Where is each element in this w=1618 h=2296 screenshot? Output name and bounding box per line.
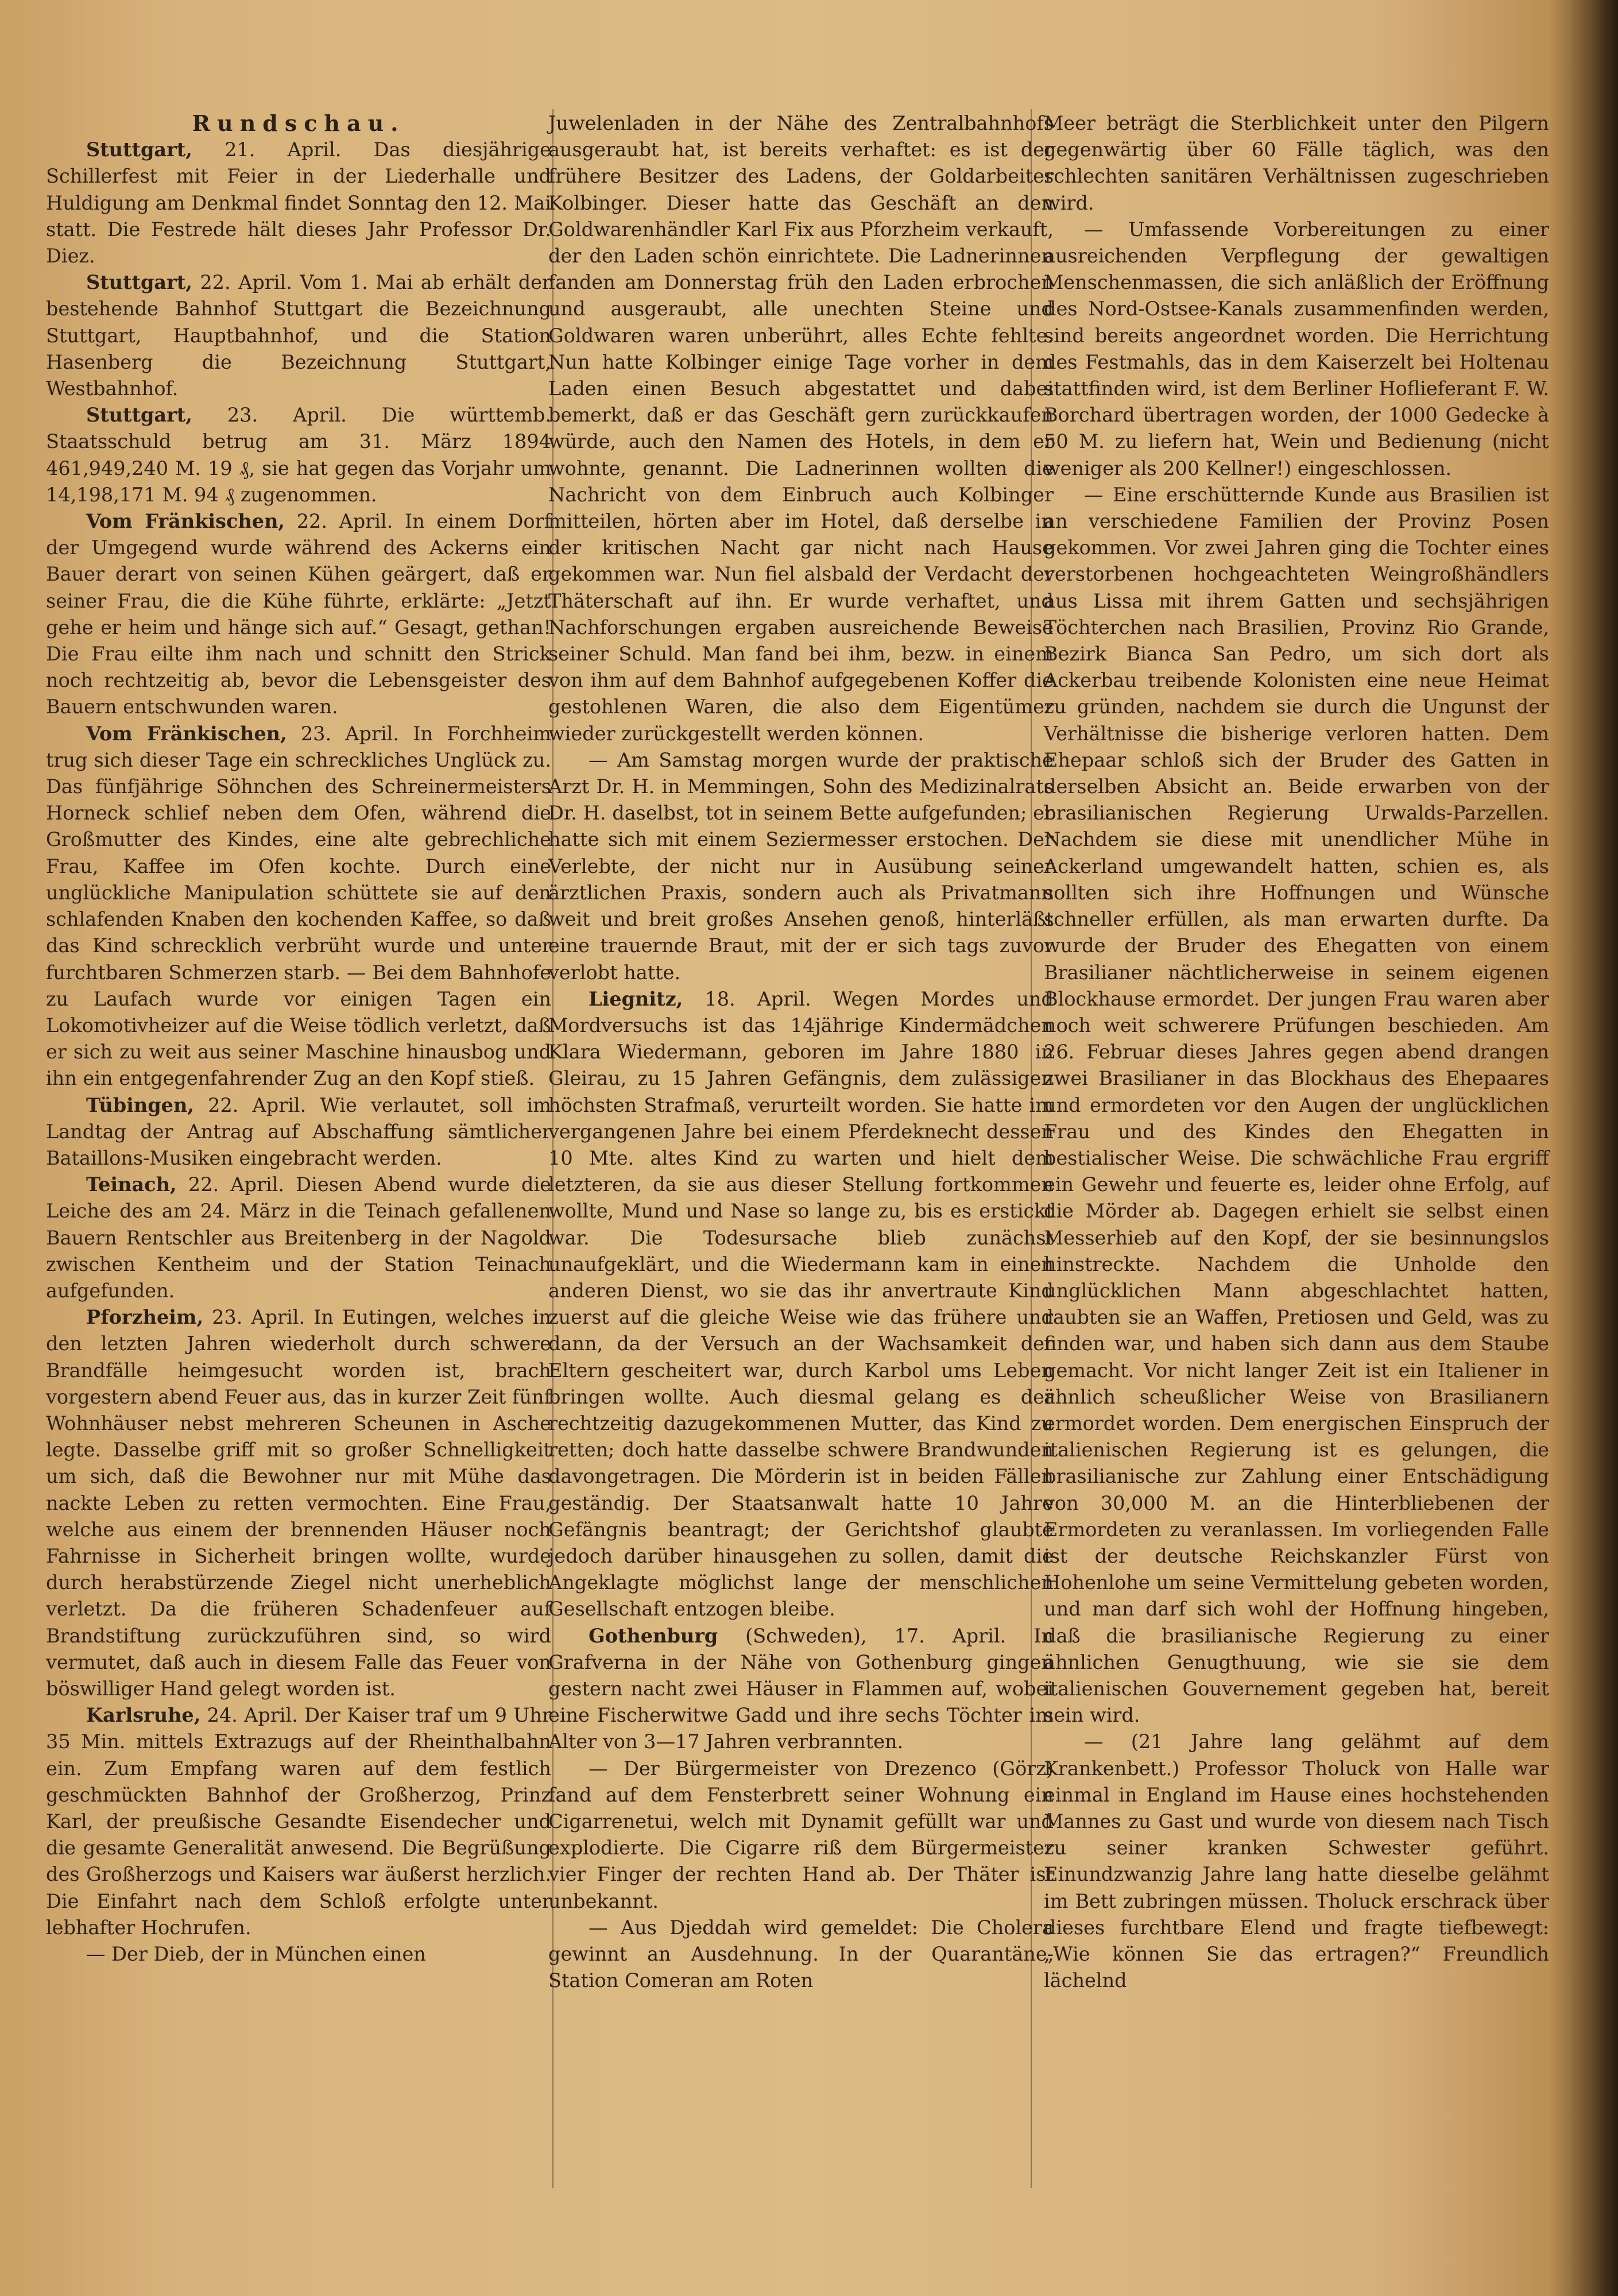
news-item — [46, 1092, 551, 1172]
news-body: 22. April. Vom 1. Mai ab erhält der bestehende Bahnhof Stuttgart die Bezeichnung Stuttgart, Hauptbahnhof, und die Station Hasenberg die Bezeichnung Stuttgart, Westbahnhof. — [46, 271, 551, 400]
news-body: Juwelenladen in der Nähe des Zentralbahnhofs ausgeraubt hat, ist bereits verhaftet: es ist der frühere Besitzer des Ladens, der Goldarbeiter Kolbinger. Dieser hatte das Geschäft an den Goldwarenhändler Karl Fix aus Pforzheim verkauft, der den Laden schön einrichtete. Die Ladnerinnen fanden am Donnerstag früh den Laden erbrochen und ausgeraubt, alle unechten Steine und Goldwaren waren unberührt, alles Echte fehlte. Nun hatte Kolbinger einige Tage vorher in dem Laden einen Besuch abgestattet und dabei bemerkt, daß er das Geschäft gern zurückkaufen würde, auch den Namen des Hotels, in dem er wohnte, genannt. Die Ladnerinnen wollten die Nachricht von dem Einbruch auch Kolbinger mitteilen, hörten aber im Hotel, daß derselbe in der kritischen Nacht gar nicht nach Hause gekommen war. Nun fiel alsbald der Verdacht der Thäterschaft auf ihn. Er wurde verhaftet, und Nachforschungen ergaben ausreichende Beweise seiner Schuld. Man fand bei ihm, bezw. in einem von ihm auf dem Bahnhof aufgegebenen Koffer die gestohlenen Waren, die also dem Eigentümer wieder zurückgestellt werden können. — [548, 112, 1054, 745]
news-item — [1044, 217, 1549, 482]
news-dateline: Stuttgart, — [86, 271, 192, 294]
news-dateline: Vom Fränkischen, — [86, 510, 285, 533]
news-item — [46, 1702, 551, 1941]
news-body: (Schweden), 17. April. In Grafverna in der Nähe von Gothenburg gingen gestern nacht zwei Häuser in Flammen auf, wobei eine Fischerwitwe Gadd und ihre sechs Töchter im Alter von 3—17 Jahren verbrannten. — [548, 1624, 1054, 1753]
news-body: — Aus Djeddah wird gemeldet: Die Cholera gewinnt an Ausdehnung. In der Quarantäne-Station Comeran am Roten — [548, 1916, 1054, 1992]
column-2-articles — [548, 110, 1054, 1994]
news-body: 22. April. Wie verlautet, soll im Landtag der Antrag auf Abschaffung sämtlicher Bataillons-Musiken eingebracht werden. — [46, 1093, 551, 1169]
news-item — [548, 986, 1054, 1623]
news-item — [46, 508, 551, 721]
page-edge-shadow — [1549, 0, 1618, 2296]
news-body: 23. April. Die württemb. Staatsschuld betrug am 31. März 1894 461,949,240 M. 19 ₰, sie hat gegen das Vorjahr um 14,198,171 M. 94 ₰ zugenommen. — [46, 404, 551, 506]
news-body: Meer beträgt die Sterblichkeit unter den Pilgern gegenwärtig über 60 Fälle täglich, was den schlechten sanitären Verhältnissen zugeschrieben wird. — [1044, 112, 1549, 214]
news-dateline: Stuttgart, — [86, 138, 192, 161]
news-item — [548, 1623, 1054, 1756]
news-body: 22. April. Diesen Abend wurde die Leiche des am 24. März in die Teinach gefallenen Bauern Rentschler aus Breitenberg in der Nagold zwischen Kentheim und der Station Teinach aufgefunden. — [46, 1173, 551, 1302]
news-item — [46, 721, 551, 1092]
news-body: 23. April. In Eutingen, welches in den letzten Jahren wiederholt durch schwere Brandfälle heimgesucht worden ist, brach vorgestern abend Feuer aus, das in kurzer Zeit fünf Wohnhäuser nebst mehreren Scheunen in Asche legte. Dasselbe griff mit so großer Schnelligkeit um sich, daß die Bewohner nur mit Mühe das nackte Leben zu retten vermochten. Eine Frau, welche aus einem der brennenden Häuser noch Fahrnisse in Sicherheit bringen wollte, wurde durch herabstürzende Ziegel nicht unerheblich verletzt. Da die früheren Schadenfeuer auf Brandstiftung zurückzuführen sind, so wird vermutet, daß auch in diesem Falle das Feuer von böswilliger Hand gelegt worden ist. — [46, 1306, 551, 1700]
news-dateline: Tübingen, — [86, 1093, 194, 1116]
news-dateline: Liegnitz, — [589, 987, 683, 1010]
news-body: 23. April. In Forchheim trug sich dieser Tage ein schreckliches Unglück zu. Das fünfjährige Söhnchen des Schreinermeisters Horneck schlief neben dem Ofen, während die Großmutter des Kindes, eine alte gebrechliche Frau, Kaffee im Ofen kochte. Durch eine unglückliche Manipulation schüttete sie auf den schlafenden Knaben den kochenden Kaffee, so daß das Kind schrecklich verbrüht wurde und unter furchtbaren Schmerzen starb. — Bei dem Bahnhofe zu Laufach wurde vor einigen Tagen ein Lokomotivheizer auf die Weise tödlich verletzt, daß er sich zu weit aus seiner Maschine hinausbog und ihn ein entgegenfahrender Zug an den Kopf stieß. — [46, 722, 551, 1090]
news-body: — (21 Jahre lang gelähmt auf dem Krankenbett.) Professor Tholuck von Halle war einmal in England im Hause eines hochstehenden Mannes zu Gast und wurde von diesem nach Tisch zu seiner kranken Schwester geführt. Einundzwanzig Jahre lang hatte dieselbe gelähmt im Bett zubringen müssen. Tholuck erschrack über dieses furchtbare Elend und fragte tiefbewegt: „Wie können Sie das ertragen?“ Freundlich lächelnd — [1044, 1730, 1549, 1992]
news-item — [548, 110, 1054, 747]
news-body: 21. April. Das diesjährige Schillerfest mit Feier in der Liederhalle und Huldigung am Denkmal findet Sonntag den 12. Mai statt. Die Festrede hält dieses Jahr Professor Dr. Diez. — [46, 138, 551, 268]
news-item — [46, 1172, 551, 1304]
column-3 — [1044, 110, 1549, 1994]
news-item — [548, 1756, 1054, 1915]
column-3-articles — [1044, 110, 1549, 1994]
news-item — [1044, 482, 1549, 1729]
section-heading: Rundschau. — [192, 110, 405, 136]
news-dateline: Pforzheim, — [86, 1306, 204, 1329]
news-dateline: Stuttgart, — [86, 404, 192, 427]
news-body: 18. April. Wegen Mordes und Mordversuchs ist das 14jährige Kindermädchen Klara Wiedermann, geboren im Jahre 1880 in Gleirau, zu 15 Jahren Gefängnis, dem zulässigen höchsten Strafmaß, verurteilt worden. Sie hatte im vergangenen Jahre bei einem Pferdeknecht dessen 10 Mte. altes Kind zu warten und hielt dem letzteren, da sie aus dieser Stellung fortkommen wollte, Mund und Nase so lange zu, bis es erstickt war. Die Todesursache blieb zunächst unaufgeklärt, und die Wiedermann kam in einen anderen Dienst, wo sie das ihr anvertraute Kind zuerst auf die gleiche Weise wie das frühere und dann, da der Versuch an der Wachsamkeit der Eltern gescheitert war, durch Karbol ums Leben bringen wollte. Auch diesmal gelang es der rechtzeitig dazugekommenen Mutter, das Kind zu retten; doch hatte dasselbe schwere Brandwunden davongetragen. Die Mörderin ist in beiden Fällen geständig. Der Staatsanwalt hatte 10 Jahre Gefängnis beantragt; der Gerichtshof glaubte jedoch darüber hinausgehen zu sollen, damit die Angeklagte möglichst lange der menschlichen Gesellschaft entzogen bleibe. — [548, 987, 1054, 1621]
news-body: 24. April. Der Kaiser traf um 9 Uhr 35 Min. mittels Extrazugs auf der Rheinthalbahn ein. Zum Empfang waren auf dem festlich geschmückten Bahnhof der Großherzog, Prinz Karl, der preußische Gesandte Eisendecher und die gesamte Generalität anwesend. Die Begrüßung des Großherzogs und Kaisers war äußerst herzlich. Die Einfahrt nach dem Schloß erfolgte unter lebhafter Hochrufen. — [46, 1704, 551, 1939]
column-2 — [548, 110, 1054, 1994]
column-1-articles — [46, 137, 551, 1968]
news-dateline: Gothenburg — [589, 1624, 718, 1647]
news-body: — Umfassende Vorbereitungen zu einer ausreichenden Verpflegung der gewaltigen Menschenmassen, die sich anläßlich der Eröffnung des Nord-Ostsee-Kanals zusammenfinden werden, sind bereits angeordnet worden. Die Herrichtung des Festmahls, das in dem Kaiserzelt bei Holtenau stattfinden wird, ist dem Berliner Hoflieferant F. W. Borchard übertragen worden, der 1000 Gedecke à 50 M. zu liefern hat, Wein und Bedienung (nicht weniger als 200 Kellner!) eingeschlossen. — [1044, 218, 1549, 480]
news-item — [1044, 110, 1549, 217]
news-body: — Der Dieb, der in München einen — [86, 1943, 426, 1966]
news-body: — Am Samstag morgen wurde der praktische Arzt Dr. H. in Memmingen, Sohn des Medizinalrats Dr. H. daselbst, tot in seinem Bette aufgefunden; er hatte sich mit einem Seziermesser erstochen. Der Verlebte, der nicht nur in Ausübung seiner ärztlichen Praxis, sondern auch als Privatmann weit und breit großes Ansehen genoß, hinterläßt eine trauernde Braut, mit der er sich tags zuvor verlobt hatte. — [548, 748, 1054, 984]
news-body: 22. April. In einem Dorf der Umgegend wurde während des Ackerns ein Bauer derart von seinen Kühen geärgert, daß er seiner Frau, die die Kühe führte, erklärte: „Jetzt gehe er heim und hänge sich auf.“ Gesagt, gethan! Die Frau eilte ihm nach und schnitt den Strick noch rechtzeitig ab, bevor die Lebensgeister des Bauern entschwunden waren. — [46, 510, 551, 718]
news-item — [46, 402, 551, 508]
news-item — [548, 747, 1054, 986]
news-dateline: Vom Fränkischen, — [86, 722, 287, 745]
news-item — [548, 1915, 1054, 1994]
column-1 — [46, 110, 551, 1968]
news-item — [46, 269, 551, 402]
news-item — [46, 137, 551, 269]
news-item — [1044, 1729, 1549, 1994]
news-body: — Der Bürgermeister von Drezenco (Görz) fand auf dem Fensterbrett seiner Wohnung ein Cigarrenetui, welch mit Dynamit gefüllt war und explodierte. Die Cigarre riß dem Bürgermeister vier Finger der rechten Hand ab. Der Thäter ist unbekannt. — [548, 1757, 1054, 1912]
news-dateline: Teinach, — [86, 1173, 177, 1196]
news-item — [46, 1941, 551, 1968]
news-body: — Eine erschütternde Kunde aus Brasilien ist an verschiedene Familien der Provinz Posen gekommen. Vor zwei Jahren ging die Tochter eines verstorbenen hochgeachteten Weingroßhändlers aus Lissa mit ihrem Gatten und sechsjährigen Töchterchen nach Brasilien, Provinz Rio Grande, Bezirk Bianca San Pedro, um sich dort als Ackerbau treibende Kolonisten eine neue Heimat zu gründen, nachdem sie durch die Ungunst der Verhältnisse die bisherige verloren hatten. Dem Ehepaar schloß sich der Bruder des Gatten in derselben Absicht an. Beide erwarben von der brasilianischen Regierung Urwalds-Parzellen. Nachdem sie diese mit unendlicher Mühe in Ackerland umgewandelt hatten, schien es, als sollten sich ihre Hoffnungen und Wünsche schneller erfüllen, als man erwarten durfte. Da wurde der Bruder des Ehegatten von einem Brasilianer nächtlicherweise in seinem eigenen Blockhause ermordet. Der jungen Frau waren aber noch weit schwerere Prüfungen beschieden. Am 26. Februar dieses Jahres gegen abend drangen zwei Brasilianer in das Blockhaus des Ehepaares und ermordeten vor den Augen der unglücklichen Frau und des Kindes den Ehegatten in bestialischer Weise. Die schwächliche Frau ergriff ein Gewehr und feuerte es, leider ohne Erfolg, auf die Mörder ab. Dagegen erhielt sie selbst einen Messerhieb auf den Kopf, der sie besinnungslos hinstreckte. Nachdem die Unholde den unglücklichen Mann abgeschlachtet hatten, raubten sie an Waffen, Pretiosen und Geld, was zu finden war, und haben sich dann aus dem Staube gemacht. Vor nicht langer Zeit ist ein Italiener in ähnlich scheußlicher Weise von Brasilianern ermordet worden. Dem energischen Einspruch der italienischen Regierung ist es gelungen, die brasilianische zur Zahlung einer Entschädigung von 30,000 M. an die Hinterbliebenen der Ermordeten zu veranlassen. Im vorliegenden Falle ist der deutsche Reichskanzler Fürst von Hohenlohe um seine Vermittelung gebeten worden, und man darf sich wohl der Hoffnung hingeben, daß die brasilianische Regierung zu einer ähnlichen Genugthuung, wie sie sie dem italienischen Gouvernement gegeben hat, bereit sein wird. — [1044, 483, 1549, 1727]
news-dateline: Karlsruhe, — [86, 1704, 201, 1727]
news-item — [46, 1304, 551, 1702]
